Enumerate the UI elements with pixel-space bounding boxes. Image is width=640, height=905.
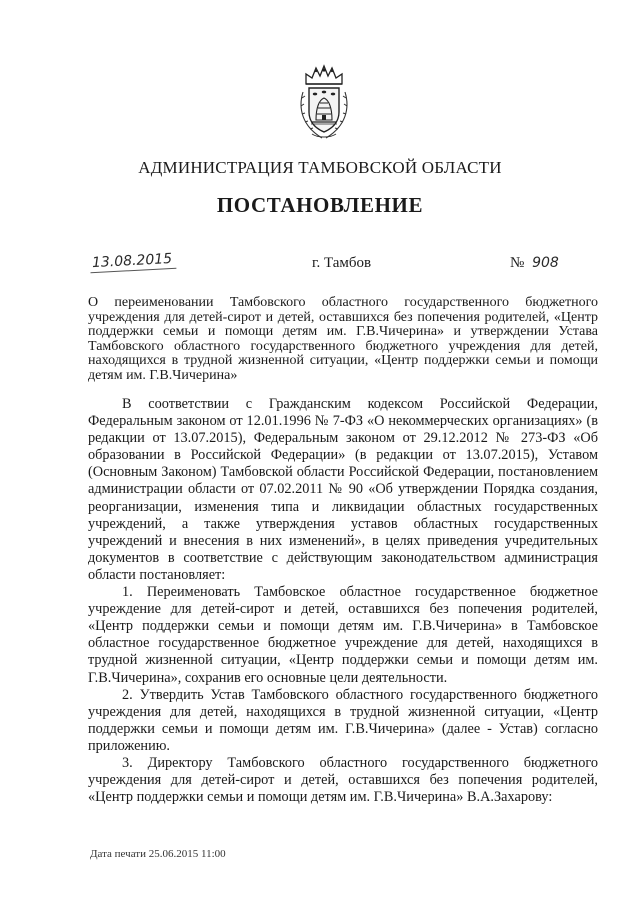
document-number-prefix: № xyxy=(510,255,525,271)
document-city: г. Тамбов xyxy=(312,255,372,271)
document-body xyxy=(88,396,598,806)
document-meta-row xyxy=(90,250,570,277)
resolution-item-2: 2. Утвердить Устав Тамбовского областного государственного бюджетного учреждения для детей, находящихся в трудной жизненной ситуации, «Центр поддержки семьи и помощи детям им. Г.В.Чичерина» (далее - Устав) согласно приложению. xyxy=(88,686,598,754)
resolution-item-3: 3. Директору Тамбовского областного государственного бюджетного учреждения для детей-сирот и детей, оставшихся без попечения родителей, «Центр поддержки семьи и помощи детям им. Г.В.Чичерина» В.А.Захарову: xyxy=(88,754,598,806)
document-number-value: 908 xyxy=(532,255,559,271)
tambov-coat-of-arms-icon xyxy=(298,64,350,142)
document-date: 13.08.2015 xyxy=(90,251,177,273)
document-subject: О переименовании Тамбовского областного государственного бюджетного учреждения для детей-сирот и детей, оставшихся без попечения родителей, «Центр поддержки семьи и помощи детям им. Г.В.Чичерина» и утверждении Устава Тамбовского областного государственного бюджетного учреждения для детей, находящихся в трудной жизненной ситуации, «Центр поддержки семьи и помощи детям им. Г.В.Чичерина» xyxy=(88,295,598,383)
resolution-item-1: 1. Переименовать Тамбовское областное государственное бюджетное учреждение для детей-сирот и детей, оставшихся без попечения родителей, «Центр поддержки семьи и помощи детям им. Г.В.Чичерина» в Тамбовское областное государственное бюджетное учреждение для детей, находящихся в трудной жизненной ситуации, «Центр поддержки семьи и помощи детям им. Г.В.Чичерина», сохранив его основные цели деятельности. xyxy=(88,584,598,686)
print-date-footer: Дата печати 25.06.2015 11:00 xyxy=(90,848,226,860)
document-number xyxy=(510,255,559,272)
organization-name: АДМИНИСТРАЦИЯ ТАМБОВСКОЙ ОБЛАСТИ xyxy=(138,158,502,177)
document-type-title: ПОСТАНОВЛЕНИЕ xyxy=(216,193,424,217)
preamble-paragraph: В соответствии с Гражданским кодексом Российской Федерации, Федеральным законом от 12.01.1996 № 7-ФЗ «О некоммерческих организациях» (в редакции от 13.07.2015), Федеральным законом от 29.12.2012 № 273-ФЗ «Об образовании в Российской Федерации» (в редакции от 13.07.2015), Уставом (Основным Законом) Тамбовской области Российской Федерации, постановлением администрации области от 07.02.2011 № 90 «Об утверждении Порядка создания, реорганизации, изменения типа и ликвидации областных государственных учреждений, а также утверждения уставов областных государственных учреждений и внесения в них изменений», в целях приведения учредительных документов в соответствие с действующим законодательством администрация области постановляет: xyxy=(88,396,598,583)
